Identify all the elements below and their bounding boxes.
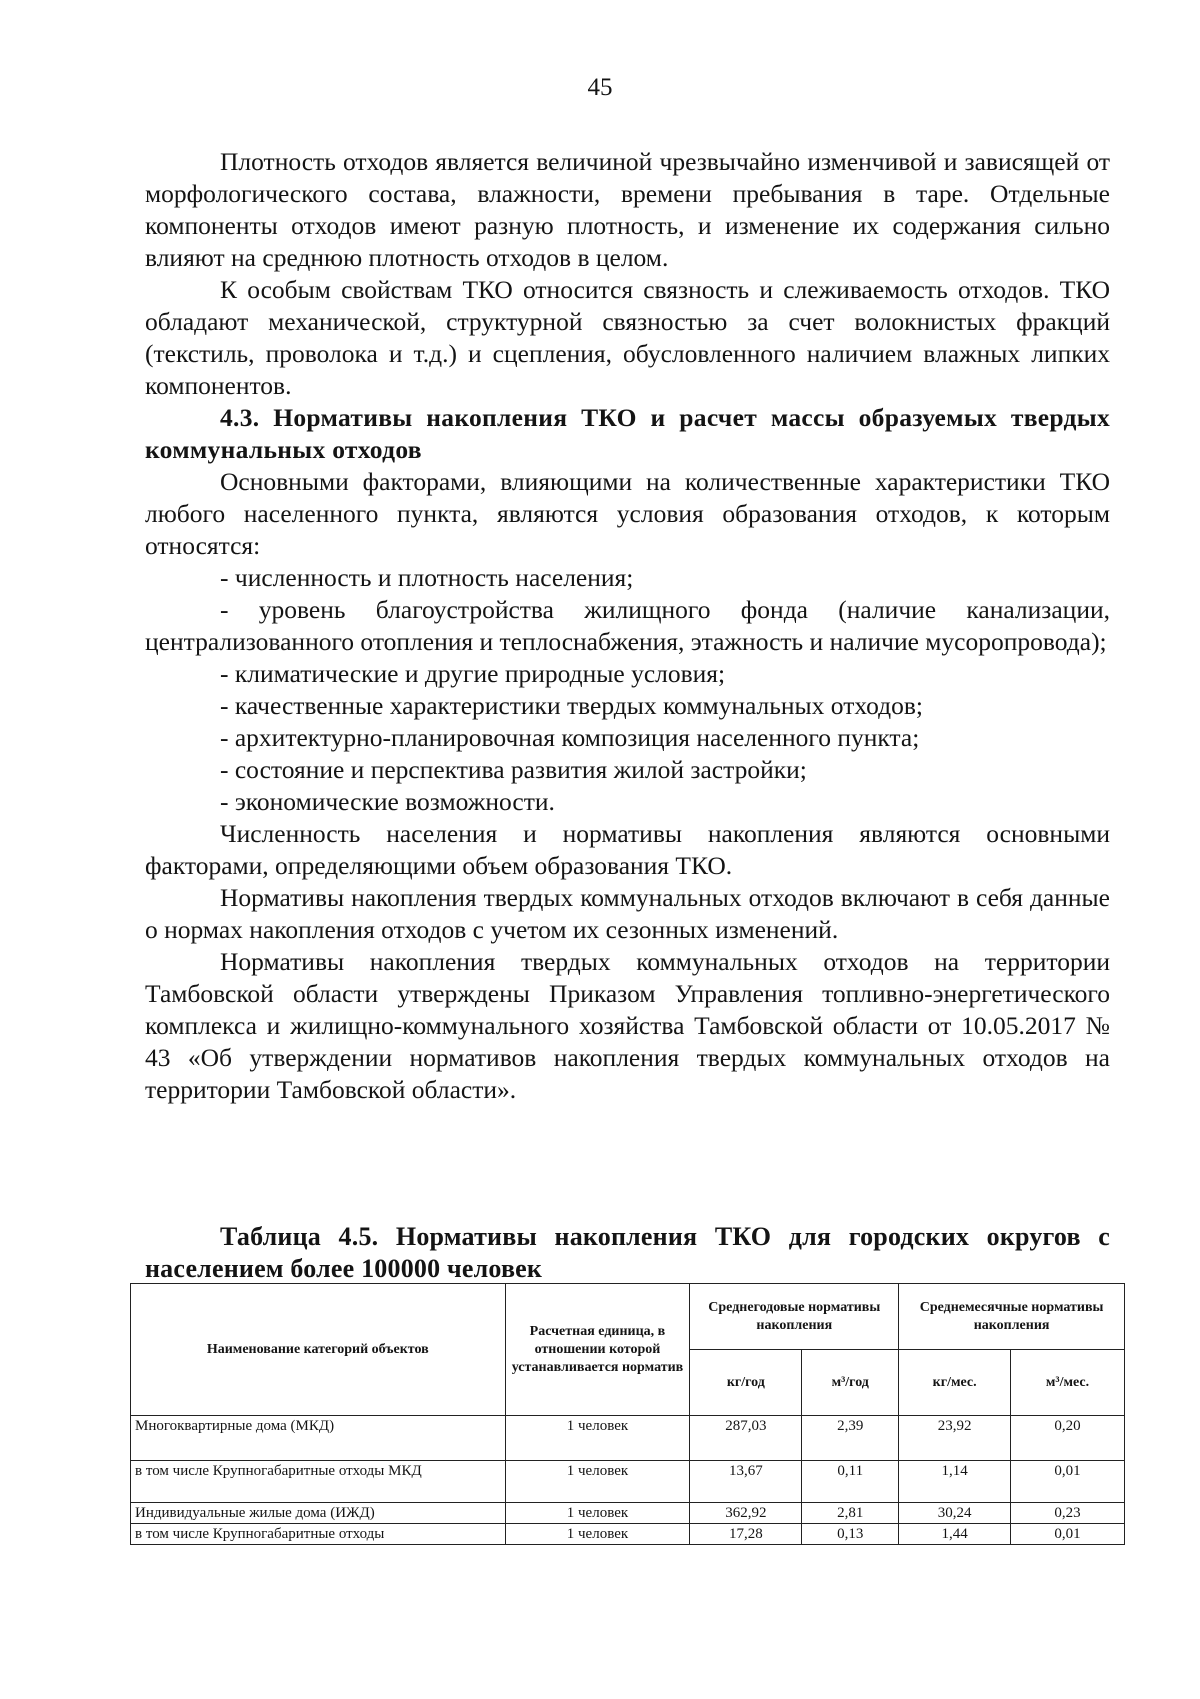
cell-unit: 1 человек (505, 1524, 690, 1545)
cell-kg-month: 30,24 (899, 1503, 1011, 1524)
cell-category: Индивидуальные жилые дома (ИЖД) (131, 1503, 506, 1524)
paragraph-norms-order: Нормативы накопления твердых коммунальных отходов на территории Тамбовской области утверждены Приказом Управления топливно-энергетического комплекса и жилищно-коммунального хозяйства Тамбовской области от 10.05.2017 № 43 «Об утверждении нормативов накопления твердых коммунальных отходов на территории Тамбовской области». (145, 947, 1110, 1104)
table-row (131, 1461, 1125, 1503)
cell-unit: 1 человек (505, 1503, 690, 1524)
header-category: Наименование категорий объектов (131, 1284, 506, 1416)
paragraph-population: Численность населения и нормативы накопления являются основными факторами, определяющими объем образования ТКО. (145, 819, 1110, 880)
table-row (131, 1524, 1125, 1545)
paragraph-factors-intro: Основными факторами, влияющими на количественные характеристики ТКО любого населенного пункта, являются условия образования отходов, к которым относятся: (145, 467, 1110, 560)
cell-category: в том числе Крупногабаритные отходы МКД (131, 1461, 506, 1503)
header-unit: Расчетная единица, в отношении которой устанавливается норматив (505, 1284, 690, 1416)
cell-unit: 1 человек (505, 1461, 690, 1503)
cell-kg-year: 13,67 (690, 1461, 802, 1503)
cell-category: Многоквартирные дома (МКД) (131, 1416, 506, 1461)
factor-item: - экономические возможности. (220, 787, 555, 816)
cell-m3-month: 0,20 (1011, 1416, 1125, 1461)
cell-m3-month: 0,01 (1011, 1524, 1125, 1545)
factor-item: - состояние и перспектива развития жилой застройки; (220, 755, 807, 784)
table-row (131, 1416, 1125, 1461)
factor-item: - численность и плотность населения; (220, 563, 634, 592)
section-heading: 4.3. Нормативы накопления ТКО и расчет массы образуемых твердых коммунальных отходов (145, 403, 1110, 464)
paragraph-cohesion: К особым свойствам ТКО относится связность и слеживаемость отходов. ТКО обладают механической, структурной связностью за счет волокнистых фракций (текстиль, проволока и т.д.) и сцепления, обусловленного наличием влажных липких компонентов. (145, 275, 1110, 400)
header-monthly: Среднемесячные нормативы накопления (899, 1284, 1125, 1350)
header-kg-year: кг/год (690, 1350, 802, 1416)
cell-m3-month: 0,23 (1011, 1503, 1125, 1524)
table-row (131, 1503, 1125, 1524)
factor-item: - климатические и другие природные условия; (220, 659, 726, 688)
cell-kg-year: 287,03 (690, 1416, 802, 1461)
cell-m3-year: 2,39 (802, 1416, 899, 1461)
cell-m3-year: 2,81 (802, 1503, 899, 1524)
cell-kg-year: 362,92 (690, 1503, 802, 1524)
cell-m3-year: 0,13 (802, 1524, 899, 1545)
factor-item: - уровень благоустройства жилищного фонда (наличие канализации, централизованного отопления и теплоснабжения, этажность и наличие мусоропровода); (145, 595, 1110, 656)
cell-m3-year: 0,11 (802, 1461, 899, 1503)
factor-item: - архитектурно-планировочная композиция населенного пункта; (220, 723, 920, 752)
cell-kg-year: 17,28 (690, 1524, 802, 1545)
cell-kg-month: 1,44 (899, 1524, 1011, 1545)
cell-kg-month: 1,14 (899, 1461, 1011, 1503)
cell-unit: 1 человек (505, 1416, 690, 1461)
table-caption: Таблица 4.5. Нормативы накопления ТКО для городских округов с населением более 100000 человек (145, 1222, 1110, 1283)
factor-item: - качественные характеристики твердых коммунальных отходов; (220, 691, 923, 720)
paragraph-norms-content: Нормативы накопления твердых коммунальных отходов включают в себя данные о нормах накопления отходов с учетом их сезонных изменений. (145, 883, 1110, 944)
header-m3-month: м³/мес. (1011, 1350, 1125, 1416)
cell-m3-month: 0,01 (1011, 1461, 1125, 1503)
cell-category: в том числе Крупногабаритные отходы (131, 1524, 506, 1545)
paragraph-density: Плотность отходов является величиной чрезвычайно изменчивой и зависящей от морфологического состава, влажности, времени пребывания в таре. Отдельные компоненты отходов имеют разную плотность, и изменение их содержания сильно влияют на среднюю плотность отходов в целом. (145, 147, 1110, 272)
header-kg-month: кг/мес. (899, 1350, 1011, 1416)
cell-kg-month: 23,92 (899, 1416, 1011, 1461)
norms-table (130, 1283, 1125, 1545)
header-m3-year: м³/год (802, 1350, 899, 1416)
body-text (145, 146, 1110, 1106)
header-annual: Среднегодовые нормативы накопления (690, 1284, 899, 1350)
page-number: 45 (587, 74, 613, 101)
